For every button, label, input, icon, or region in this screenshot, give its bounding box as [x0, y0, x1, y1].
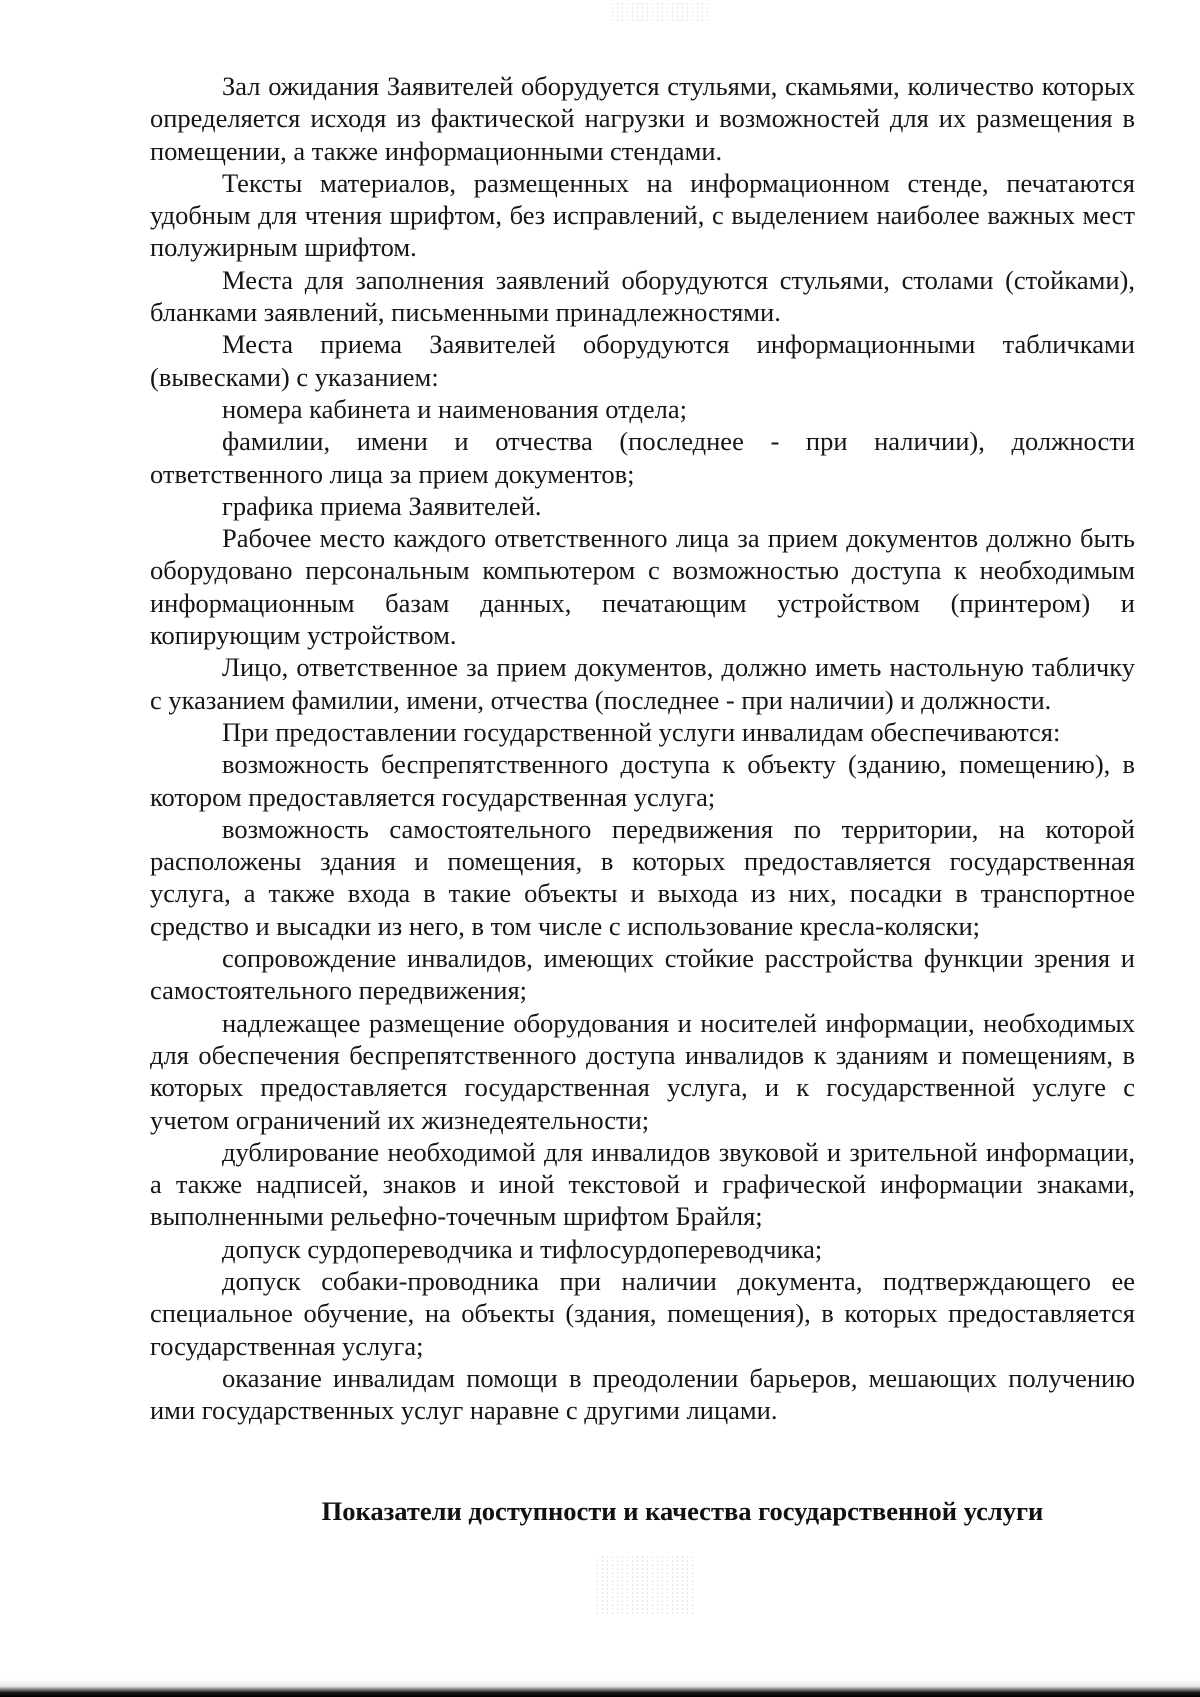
paragraph-stand-texts: Тексты материалов, размещенных на информационном стенде, печатаются удобным для чтения шрифтом, без исправлений, с выделением наиболее важных мест полужирным шрифтом.	[150, 167, 1135, 263]
list-item-guide-dog: допуск собаки-проводника при наличии документа, подтверждающего ее специальное обучение, на объекты (здания, помещения), в которых предоставляется государственная услуга;	[150, 1265, 1135, 1361]
list-item-unobstructed-access: возможность беспрепятственного доступа к объекту (зданию, помещению), в котором предоставляется государственная услуга;	[150, 749, 1135, 812]
scan-artifact	[610, 2, 710, 22]
list-item-accompaniment: сопровождение инвалидов, имеющих стойкие расстройства функции зрения и самостоятельного передвижения;	[150, 943, 1135, 1006]
list-item-independent-movement: возможность самостоятельного передвижения по территории, на которой расположены здания и помещения, в которых предоставляется государственная услуга, а также входа в такие объекты и выхода из них, посадки в транспортное средство и высадки из него, в том числе с использование кресла-коляски;	[150, 813, 1135, 941]
list-item-reception-schedule: графика приема Заявителей.	[222, 490, 542, 521]
paragraph-desk-plate: Лицо, ответственное за прием документов, должно иметь настольную табличку с указанием фамилии, имени, отчества (последнее - при наличии) и должности.	[150, 652, 1135, 715]
document-body	[150, 70, 1135, 1426]
section-heading: Показатели доступности и качества государственной услуги	[321, 1496, 1044, 1526]
paragraph-workplace: Рабочее место каждого ответственного лица за прием документов должно быть оборудовано персональным компьютером с возможностью доступа к необходимым информационным базам данных, печатающим устройством (принтером) и копирующим устройством.	[150, 523, 1135, 651]
list-item-equipment-placement: надлежащее размещение оборудования и носителей информации, необходимых для обеспечения беспрепятственного доступа инвалидов к зданиям и помещениям, в которых предоставляется государственная услуга, и к государственной услуге с учетом ограничений их жизнедеятельности;	[150, 1007, 1135, 1135]
scan-bottom-edge	[0, 1679, 1200, 1697]
paragraph-reception-places: Места приема Заявителей оборудуются информационными табличками (вывесками) с указанием:	[150, 329, 1135, 392]
paragraph-waiting-room: Зал ожидания Заявителей оборудуется стульями, скамьями, количество которых определяется исходя из фактической нагрузки и возможностей для их размещения в помещении, а также информационными стендами.	[150, 71, 1135, 166]
scan-artifact	[595, 1555, 695, 1615]
list-item-braille-duplication: дублирование необходимой для инвалидов звуковой и зрительной информации, а также надписей, знаков и иной текстовой и графической информации знаками, выполненными рельефно-точечным шрифтом Брайля;	[150, 1136, 1135, 1232]
list-item-barrier-assistance: оказание инвалидам помощи в преодолении барьеров, мешающих получению ими государственных услуг наравне с другими лицами.	[150, 1362, 1135, 1426]
list-item-office-number: номера кабинета и наименования отдела;	[222, 393, 687, 424]
list-item-sign-interpreter: допуск сурдопереводчика и тифлосурдопереводчика;	[222, 1233, 823, 1264]
list-item-responsible-person: фамилии, имени и отчества (последнее - при наличии), должности ответственного лица за прием документов;	[150, 426, 1135, 489]
paragraph-disabled-access-intro: При предоставлении государственной услуги инвалидам обеспечиваются:	[222, 716, 1061, 747]
paragraph-application-places: Места для заполнения заявлений оборудуются стульями, столами (стойками), бланками заявлений, письменными принадлежностями.	[150, 264, 1135, 328]
